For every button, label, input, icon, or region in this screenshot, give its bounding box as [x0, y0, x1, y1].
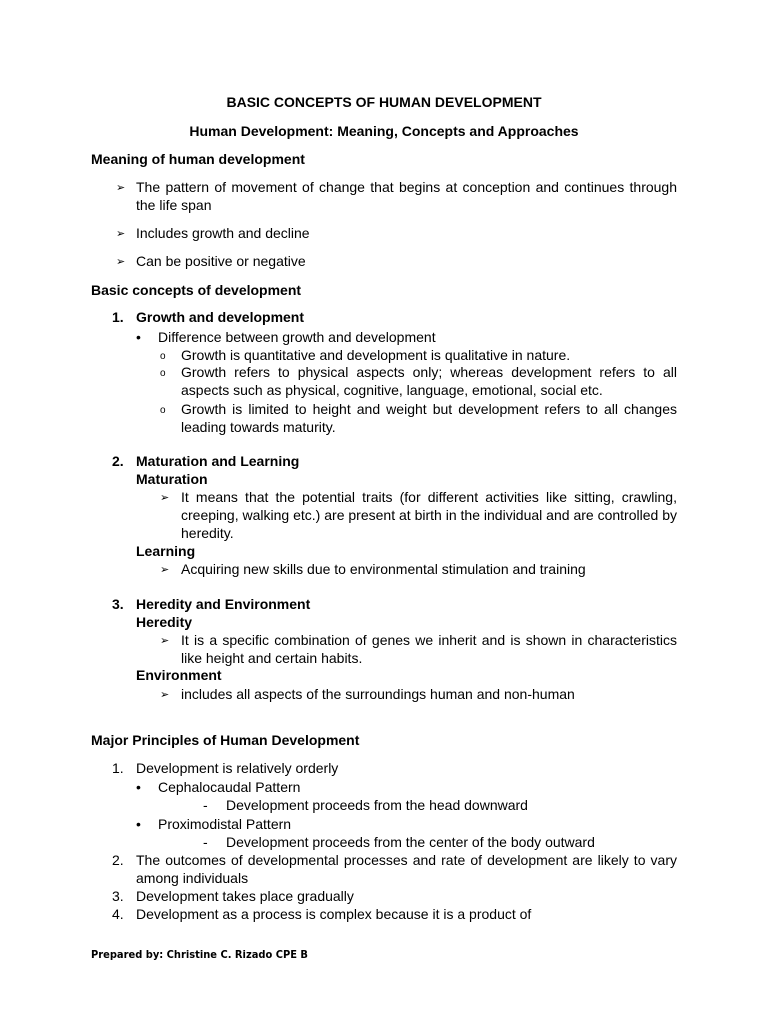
document-subtitle: Human Development: Meaning, Concepts and Approaches — [189, 123, 579, 139]
circle-bullet-icon: o — [160, 351, 166, 362]
principle-3-number: 3. — [112, 888, 124, 904]
principle-2: The outcomes of developmental processes and rate of development are likely to vary among individuals — [136, 852, 677, 886]
principles-heading: Major Principles of Human Development — [91, 732, 360, 748]
learning-text: Acquiring new skills due to environmental stimulation and training — [181, 561, 586, 577]
arrow-bullet-icon: ➢ — [116, 256, 126, 268]
heredity-text: It is a specific combination of genes we inherit and is shown in characteristics like height and certain habits. — [181, 632, 677, 666]
section-1-bullet: Difference between growth and development — [158, 329, 436, 345]
arrow-bullet-icon: ➢ — [116, 182, 126, 194]
learning-subheading: Learning — [136, 543, 196, 559]
arrow-bullet-icon: ➢ — [116, 228, 126, 240]
principle-1-bullet-2-detail: Development proceeds from the center of the body outward — [226, 834, 595, 850]
section-1-number: 1. — [112, 309, 124, 325]
section-3-number: 3. — [112, 596, 124, 612]
principle-1-bullet-1: Cephalocaudal Pattern — [158, 779, 301, 795]
principle-1: Development is relatively orderly — [136, 760, 339, 776]
principle-1-number: 1. — [112, 760, 124, 776]
meaning-heading: Meaning of human development — [91, 151, 305, 167]
principle-3: Development takes place gradually — [136, 888, 354, 904]
section-1-sub-3: Growth is limited to height and weight but development refers to all changes leading towards maturity. — [181, 401, 677, 435]
principle-4: Development as a process is complex because it is a product of — [136, 906, 532, 922]
maturation-text: It means that the potential traits (for different activities like sitting, crawling, creeping, walking etc.) are present at birth in the individual and are controlled by heredity. — [181, 489, 677, 541]
bullet-dot-icon: • — [136, 779, 141, 795]
arrow-bullet-icon: ➢ — [160, 689, 170, 701]
environment-text: includes all aspects of the surroundings human and non-human — [181, 686, 575, 702]
meaning-bullet-2: Includes growth and decline — [136, 225, 310, 241]
principle-2-number: 2. — [112, 852, 124, 868]
section-2-number: 2. — [112, 453, 124, 469]
heredity-subheading: Heredity — [136, 614, 193, 630]
section-1-sub-1: Growth is quantitative and development is qualitative in nature. — [181, 347, 571, 363]
arrow-bullet-icon: ➢ — [160, 635, 170, 647]
bullet-dot-icon: • — [136, 816, 141, 832]
section-1-sub-2: Growth refers to physical aspects only; whereas development refers to all aspects such as physical, cognitive, language, emotional, social etc. — [181, 364, 677, 398]
section-3-title: Heredity and Environment — [136, 596, 311, 612]
meaning-bullet-3: Can be positive or negative — [136, 253, 306, 269]
circle-bullet-icon: o — [160, 405, 166, 416]
meaning-bullet-1: The pattern of movement of change that begins at conception and continues through the life span — [136, 179, 677, 213]
dash-icon: - — [203, 797, 208, 813]
circle-bullet-icon: o — [160, 368, 166, 379]
arrow-bullet-icon: ➢ — [160, 564, 170, 576]
section-1-title: Growth and development — [136, 309, 305, 325]
dash-icon: - — [203, 834, 208, 850]
maturation-subheading: Maturation — [136, 471, 208, 487]
arrow-bullet-icon: ➢ — [160, 492, 170, 504]
document-title: BASIC CONCEPTS OF HUMAN DEVELOPMENT — [226, 94, 542, 110]
environment-subheading: Environment — [136, 667, 222, 683]
bullet-dot-icon: • — [136, 329, 141, 345]
section-2-title: Maturation and Learning — [136, 453, 300, 469]
footer-prepared-by: Prepared by: Christine C. Rizado CPE B — [91, 948, 308, 961]
principle-1-bullet-2: Proximodistal Pattern — [158, 816, 292, 832]
principle-1-bullet-1-detail: Development proceeds from the head downward — [226, 797, 528, 813]
basic-concepts-heading: Basic concepts of development — [91, 282, 302, 298]
principle-4-number: 4. — [112, 906, 124, 922]
